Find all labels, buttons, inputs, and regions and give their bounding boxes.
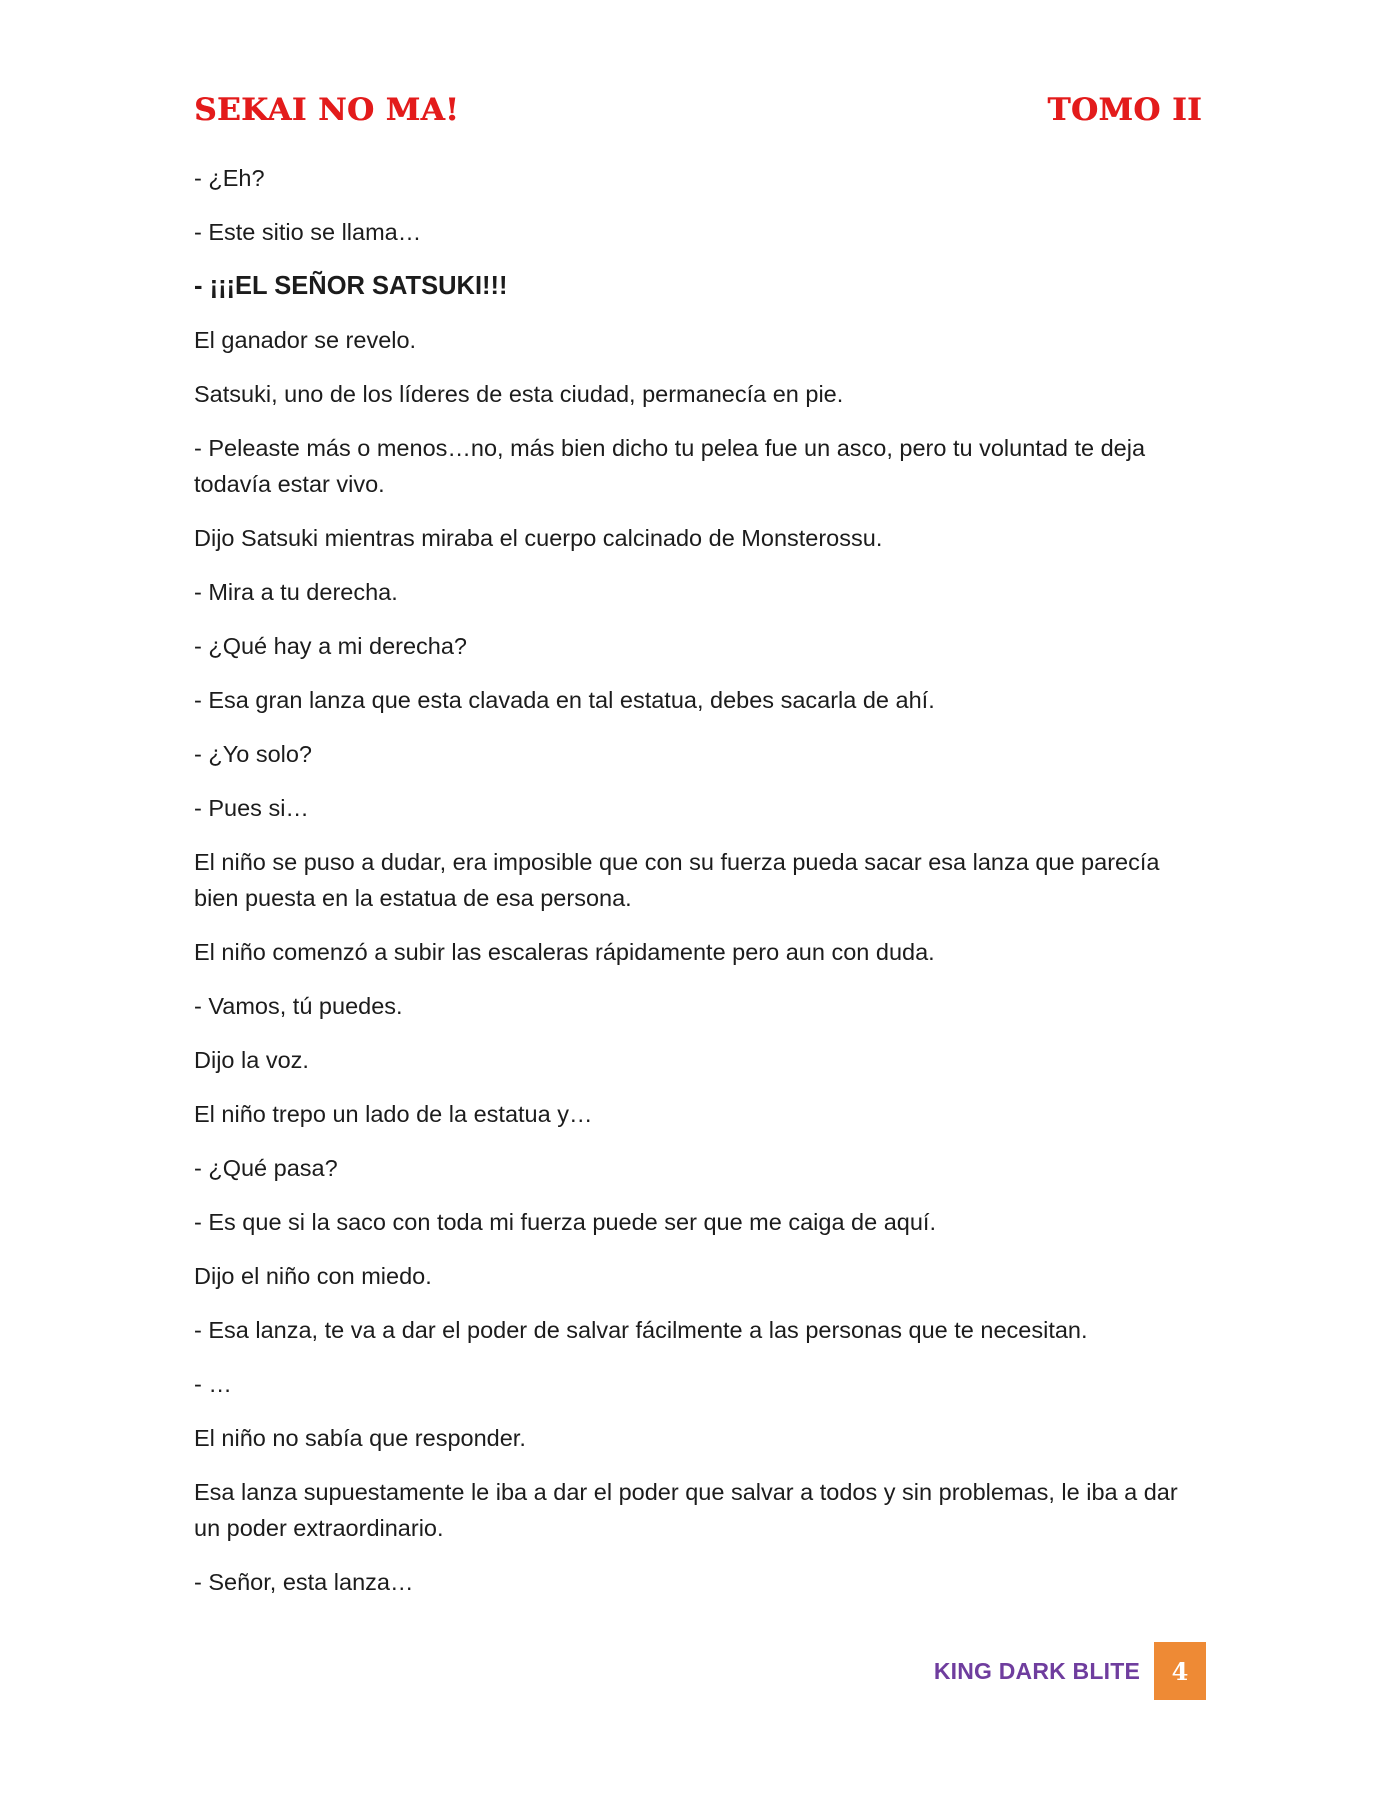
paragraph: - ¿Qué pasa? [194, 1155, 338, 1181]
paragraph: - … [194, 1371, 232, 1397]
paragraph: - ¿Qué hay a mi derecha? [194, 633, 467, 659]
page-footer [934, 1642, 1206, 1700]
paragraph: - Señor, esta lanza… [194, 1569, 414, 1595]
paragraph: - Mira a tu derecha. [194, 579, 398, 605]
paragraph-emphasis: - ¡¡¡EL SEÑOR SATSUKI!!! [194, 272, 508, 300]
paragraph: Esa lanza supuestamente le iba a dar el poder que salvar a todos y sin problemas, le iba a dar un poder extraordinario. [194, 1479, 1178, 1541]
paragraph: - Pues si… [194, 795, 309, 821]
paragraph: - Esa gran lanza que esta clavada en tal estatua, debes sacarla de ahí. [194, 687, 935, 713]
paragraph: Dijo la voz. [194, 1047, 309, 1073]
paragraph: Dijo Satsuki mientras miraba el cuerpo calcinado de Monsterossu. [194, 525, 883, 551]
paragraph: - Vamos, tú puedes. [194, 993, 403, 1019]
paragraph: - ¿Yo solo? [194, 741, 313, 767]
page-body [194, 160, 1204, 1618]
paragraph: - Peleaste más o menos…no, más bien dicho tu pelea fue un asco, pero tu voluntad te deja todavía estar vivo. [194, 435, 1146, 497]
paragraph: El niño se puso a dudar, era imposible que con su fuerza pueda sacar esa lanza que parecía bien puesta en la estatua de esa persona. [194, 849, 1160, 911]
paragraph: El niño trepo un lado de la estatua y… [194, 1101, 593, 1127]
author-name: KING DARK BLITE [933, 1657, 1140, 1684]
paragraph: Satsuki, uno de los líderes de esta ciudad, permanecía en pie. [194, 381, 844, 407]
paragraph: El ganador se revelo. [194, 327, 417, 353]
paragraph: - Es que si la saco con toda mi fuerza puede ser que me caiga de aquí. [194, 1209, 936, 1235]
paragraph: - ¿Eh? [194, 165, 265, 191]
paragraph: Dijo el niño con miedo. [194, 1263, 432, 1289]
paragraph: El niño comenzó a subir las escaleras rápidamente pero aun con duda. [194, 939, 935, 965]
paragraph: - Esa lanza, te va a dar el poder de salvar fácilmente a las personas que te necesitan. [194, 1317, 1088, 1343]
volume-title: TOMO II [1047, 92, 1202, 128]
paragraph: - Este sitio se llama… [194, 219, 422, 245]
page-number-badge: 4 [1154, 1642, 1206, 1700]
series-title: SEKAI NO MA! [194, 92, 460, 128]
paragraph: El niño no sabía que responder. [194, 1425, 526, 1451]
page-header [194, 88, 1202, 132]
